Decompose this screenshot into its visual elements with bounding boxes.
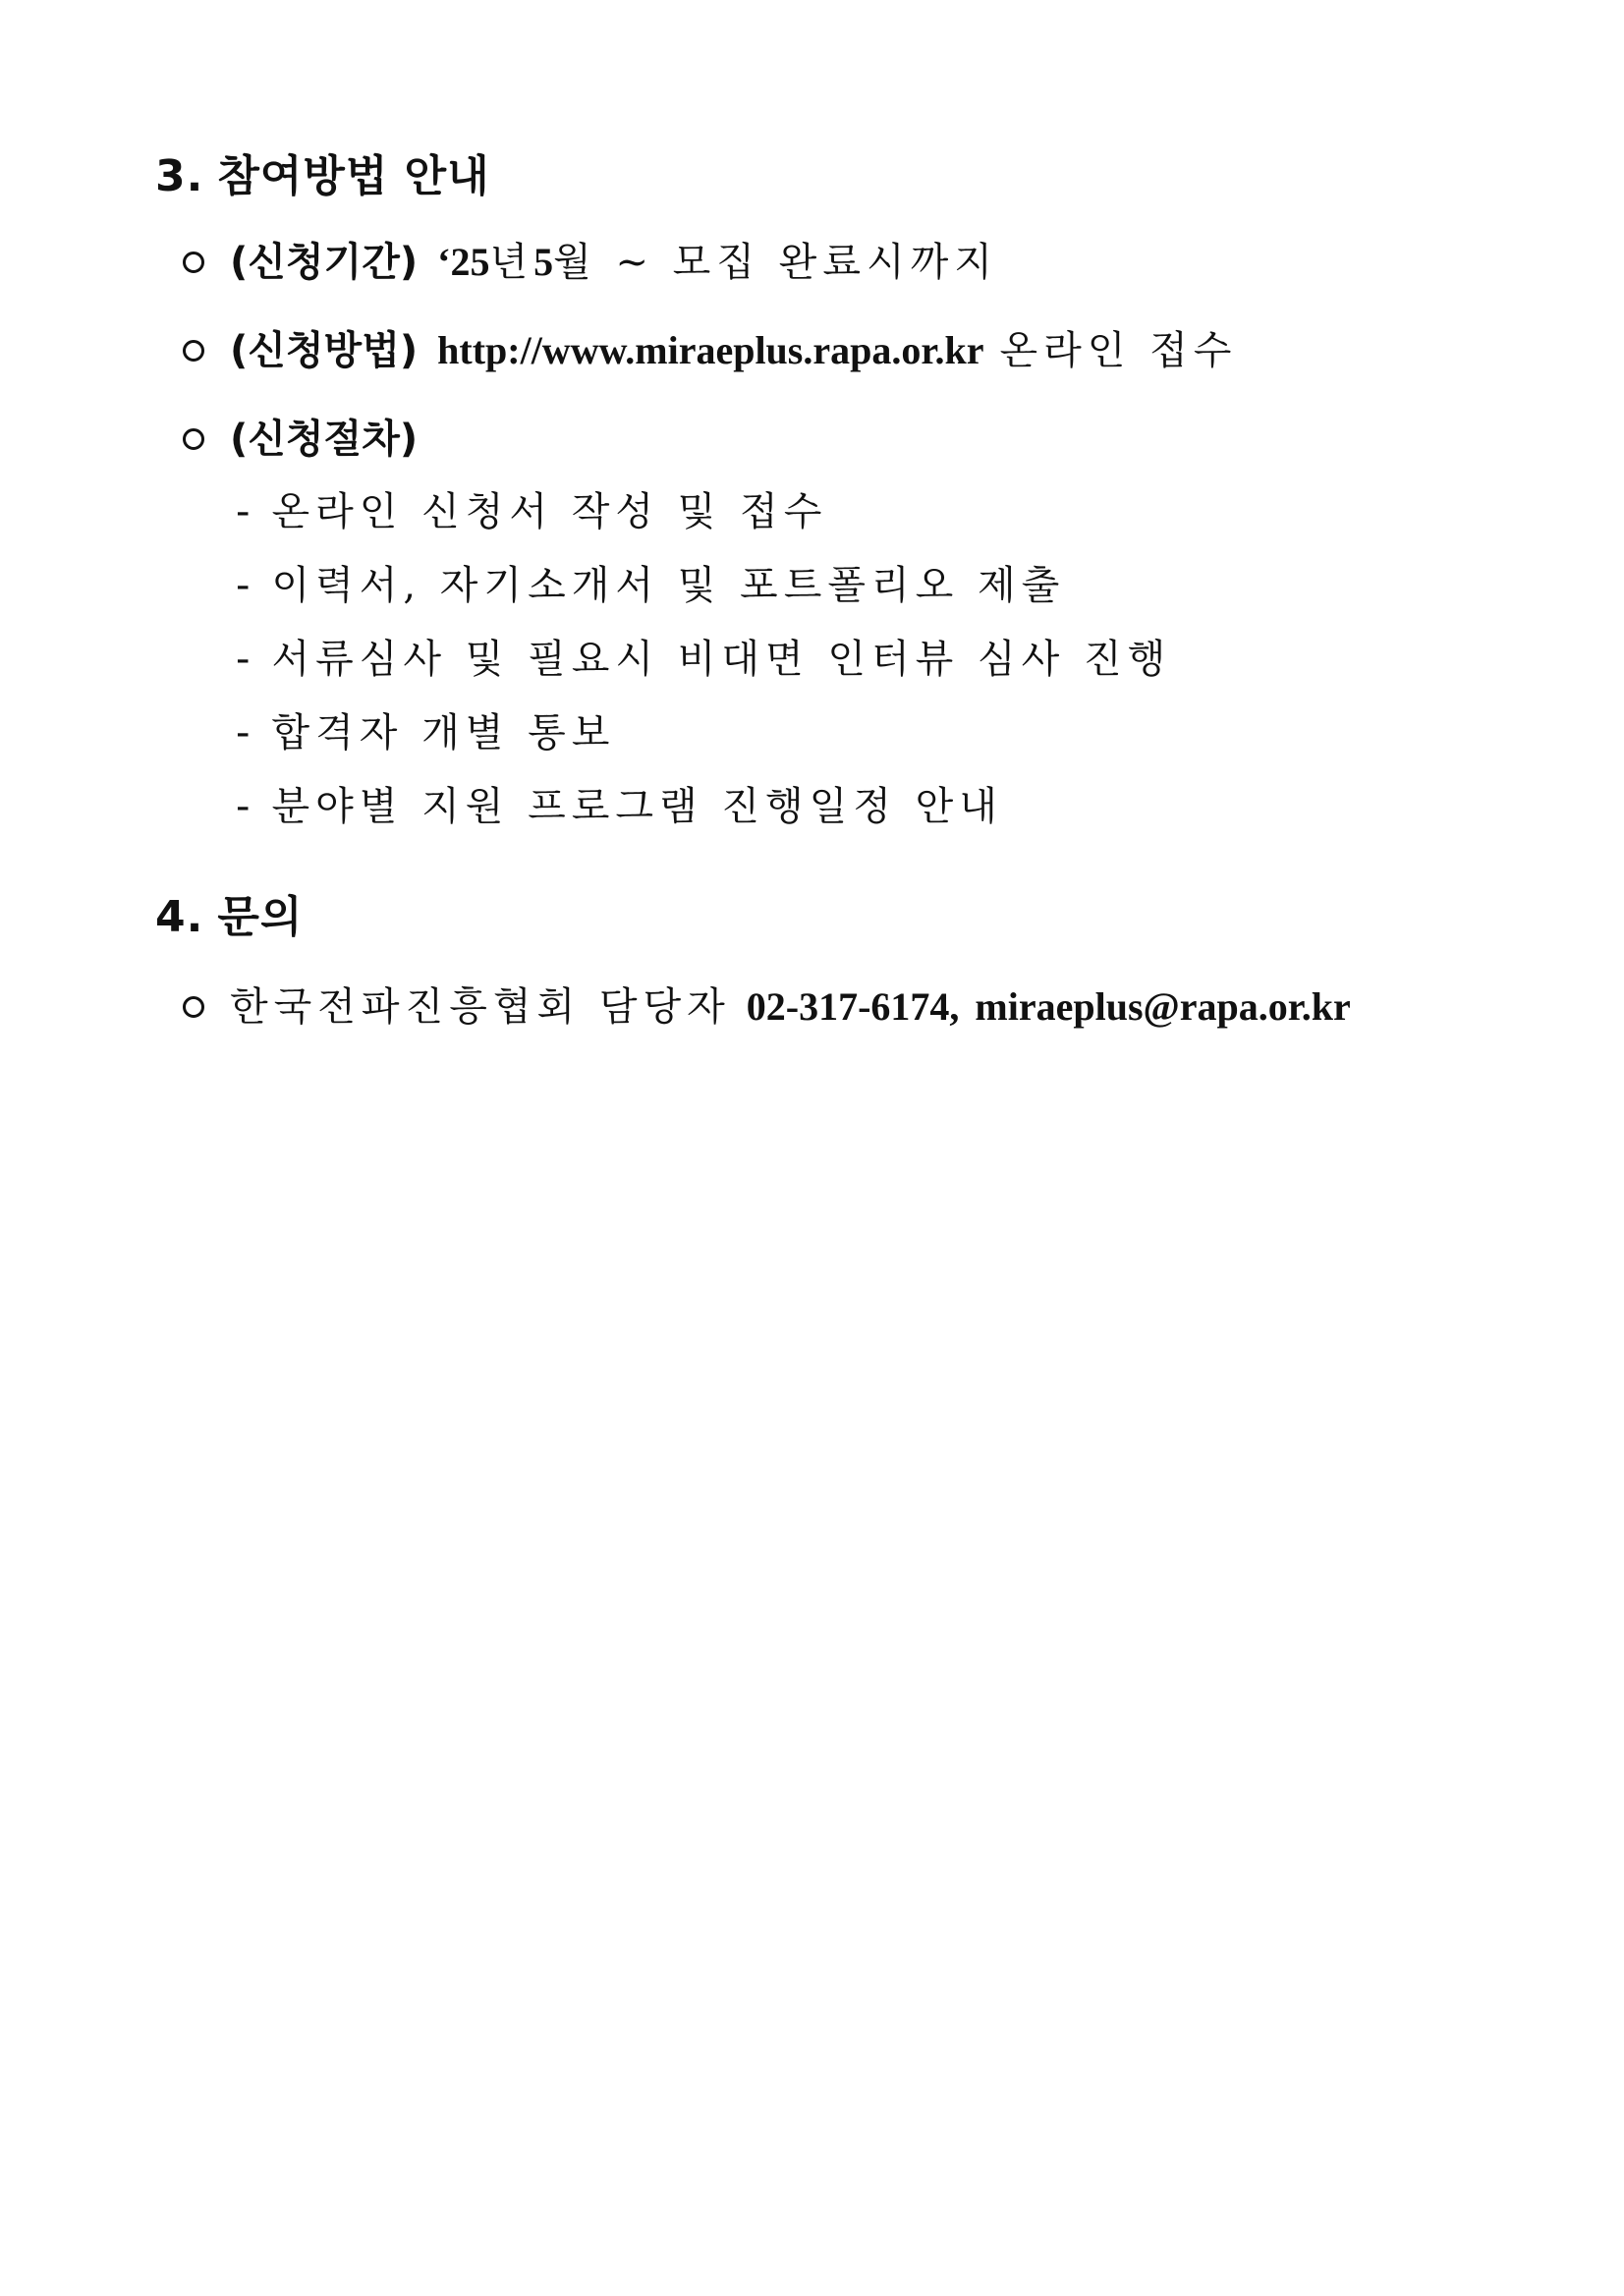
dash-bullet: - bbox=[236, 710, 251, 756]
section-3-title: 참여방법 안내 bbox=[217, 151, 490, 201]
list-item bbox=[236, 559, 1065, 612]
step-text: 온라인 신청서 작성 및 접수 bbox=[271, 489, 828, 534]
list-item bbox=[236, 780, 1003, 833]
contact-phone: 02-317-6174, bbox=[746, 984, 960, 1029]
circle-bullet-icon bbox=[183, 252, 204, 273]
section-4-heading bbox=[155, 890, 303, 945]
dash-bullet: - bbox=[236, 489, 251, 534]
step-text: 서류심사 및 필요시 비대면 인터뷰 심사 진행 bbox=[271, 637, 1172, 682]
bullet-contact bbox=[183, 980, 1351, 1034]
list-item bbox=[236, 485, 827, 538]
step-text: 분야별 지원 프로그램 진행일정 안내 bbox=[271, 784, 1003, 829]
bullet-tag: (신청절차) bbox=[230, 417, 419, 462]
section-4-title: 문의 bbox=[217, 892, 304, 942]
section-4-number: 4. bbox=[155, 892, 204, 942]
period-text: 월 ~ 모집 완료시까지 bbox=[553, 240, 998, 285]
dash-bullet: - bbox=[236, 784, 251, 829]
contact-org: 한국전파진흥협회 담당자 bbox=[230, 984, 731, 1030]
bullet-tag: (신청기간) bbox=[230, 240, 419, 285]
period-month: 5 bbox=[533, 240, 554, 284]
list-item bbox=[236, 633, 1171, 686]
list-item bbox=[236, 706, 615, 759]
dash-bullet: - bbox=[236, 637, 251, 682]
bullet-application-method bbox=[183, 324, 1237, 377]
period-year-unit: 년 bbox=[489, 240, 534, 285]
circle-bullet-icon bbox=[183, 340, 204, 362]
dash-bullet: - bbox=[236, 563, 251, 608]
application-url-link[interactable]: http://www.miraeplus.rapa.or.kr bbox=[437, 328, 984, 372]
period-year: ‘25 bbox=[437, 240, 490, 284]
circle-bullet-icon bbox=[183, 996, 204, 1018]
contact-email-link[interactable]: miraeplus@rapa.or.kr bbox=[975, 984, 1351, 1029]
application-method-suffix: 온라인 접수 bbox=[999, 328, 1238, 373]
circle-bullet-icon bbox=[183, 428, 204, 450]
step-text: 이력서, 자기소개서 및 포트폴리오 제출 bbox=[271, 563, 1066, 608]
bullet-application-period bbox=[183, 236, 998, 289]
bullet-tag: (신청방법) bbox=[230, 328, 419, 373]
section-3-heading bbox=[155, 149, 490, 204]
step-text: 합격자 개별 통보 bbox=[271, 710, 616, 756]
section-3-number: 3. bbox=[155, 151, 204, 201]
bullet-application-procedure bbox=[183, 413, 437, 466]
